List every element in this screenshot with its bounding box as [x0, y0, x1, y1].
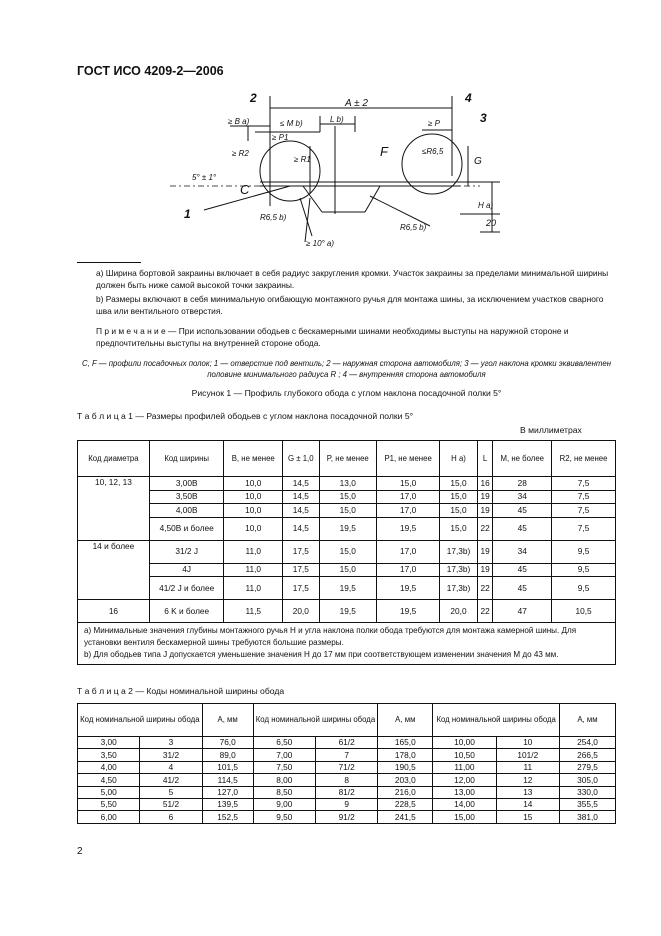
figure-label-3: 3 [480, 111, 487, 125]
table-cell: 355,5 [560, 798, 616, 810]
footnote-separator [77, 262, 141, 263]
table-cell: 190,5 [378, 761, 433, 773]
t2-hdr-code-1: Код номинальной ширины обода [78, 704, 203, 737]
table1 [77, 440, 616, 665]
table-cell: 381,0 [560, 811, 616, 823]
table1-note-a: а) Минимальные значения глубины монтажного ручья H и угла наклона полки обода требуются для монтажа камерной шины. Для установки вентиля бескамерной шины требуются большие размеры. [84, 626, 577, 647]
table-cell: 19 [477, 540, 493, 563]
figure-label-P1: ≥ P1 [272, 133, 289, 142]
table-cell: 203,0 [378, 774, 433, 786]
table-cell: 4,00B [149, 504, 224, 518]
table-row [78, 540, 616, 563]
table-cell: 8,00 [253, 774, 315, 786]
table-cell: 11 [496, 761, 559, 773]
table-row [78, 517, 616, 540]
table-cell: 7,50 [253, 761, 315, 773]
t1-hdr-H: H а) [440, 441, 477, 477]
t1-hdr-M: M, не более [493, 441, 552, 477]
table-cell: 266,5 [560, 749, 616, 761]
table-cell: 14,00 [433, 798, 496, 810]
table-cell: 19,5 [376, 600, 439, 623]
figure-label-R65-left: R6,5 b) [260, 213, 287, 222]
table1-units: В миллиметрах [520, 425, 582, 435]
table-cell: 41/2 [140, 774, 202, 786]
table-cell: 7 [315, 749, 377, 761]
table-cell: 9,5 [552, 540, 616, 563]
t2-hdr-A-3: A, мм [560, 704, 616, 737]
table-cell: 3,00 [78, 737, 140, 749]
table-cell: 89,0 [202, 749, 253, 761]
table-cell: 9,5 [552, 577, 616, 600]
figure-label-C: C [240, 182, 250, 197]
table-cell: 13,00 [433, 786, 496, 798]
figure-label-2: 2 [250, 91, 257, 105]
table-cell: 165,0 [378, 737, 433, 749]
table-cell: 28 [493, 477, 552, 491]
figure-label-angle10: ≥ 10° а) [306, 239, 335, 248]
table-cell: 15,00 [433, 811, 496, 823]
table-cell: 7,5 [552, 477, 616, 491]
table1-note-b: b) Для ободьев типа J допускается уменьшение значения H до 17 мм при соответствующем изменении значения M до 43 мм. [84, 650, 559, 659]
table-cell: 11,0 [224, 540, 283, 563]
table-cell: 12 [496, 774, 559, 786]
table-cell: 4J [149, 563, 224, 577]
table-cell: 6 K и более [149, 600, 224, 623]
table-cell: 31/2 J [149, 540, 224, 563]
table-cell: 9,50 [253, 811, 315, 823]
table-cell: 3,50 [78, 749, 140, 761]
table-cell: 51/2 [140, 798, 202, 810]
table-cell: 4,50B и более [149, 517, 224, 540]
table-cell: 10,50 [433, 749, 496, 761]
table-cell: 3,50B [149, 490, 224, 504]
footnote-b: b) Размеры включают в себя минимальную огибающую монтажного ручья для монтажа шины, за исключением участков сварного шва или вентильного отверстия. [96, 294, 604, 317]
figure-label-R2: ≥ R2 [232, 149, 249, 158]
table-cell: 152,5 [202, 811, 253, 823]
table-cell: 15,0 [440, 477, 477, 491]
t1-hdr-B: B, не менее [224, 441, 283, 477]
table-cell: 17,3b) [440, 563, 477, 577]
table-row [78, 504, 616, 518]
table-cell: 13 [496, 786, 559, 798]
table-cell: 7,5 [552, 504, 616, 518]
table-cell: 19 [477, 504, 493, 518]
table-cell: 14 [496, 798, 559, 810]
figure-label-angle5: 5° ± 1° [192, 173, 217, 182]
table-cell: 17,0 [376, 540, 439, 563]
table-cell: 61/2 [315, 737, 377, 749]
table-cell: 45 [493, 563, 552, 577]
table-row [78, 563, 616, 577]
table-cell: 45 [493, 577, 552, 600]
table-cell: 330,0 [560, 786, 616, 798]
table-cell: 3,00B [149, 477, 224, 491]
table-row [78, 786, 616, 798]
table-cell: 13,0 [319, 477, 376, 491]
table-cell: 81/2 [315, 786, 377, 798]
table-cell: 11,5 [224, 600, 283, 623]
table-cell: 15 [496, 811, 559, 823]
table-cell: 14,5 [283, 477, 320, 491]
table-cell: 20,0 [283, 600, 320, 623]
figure-remark: П р и м е ч а н и е — При использовании ободьев с бескамерными шинами необходимы выступы на наружной стороне и предпочтительны выступы на внутренней стороне обода. [96, 326, 569, 349]
table-cell: 15,0 [376, 477, 439, 491]
table-cell: 12,00 [433, 774, 496, 786]
t2-hdr-code-2: Код номинальной ширины обода [253, 704, 378, 737]
t1-hdr-R2: R2, не менее [552, 441, 616, 477]
table-cell: 6 [140, 811, 202, 823]
table-cell: 16 [477, 477, 493, 491]
t2-hdr-code-3: Код номинальной ширины обода [433, 704, 560, 737]
figure-legend: C, F — профили посадочных полок; 1 — отверстие под вентиль; 2 — наружная сторона автомобиля; 3 — угол наклона кромки эквивалентен половине минимального радиуса R ; 4 — внутренняя сторона автомобиля [81, 359, 612, 379]
table-cell: 76,0 [202, 737, 253, 749]
figure-label-20: 20 [486, 218, 497, 228]
table-row [78, 737, 616, 749]
table-row [78, 477, 616, 491]
table2-header-row [78, 704, 616, 737]
table-cell: 8 [315, 774, 377, 786]
figure-label-M: ≤ M b) [280, 119, 303, 128]
rim-profile-figure [160, 86, 520, 258]
figure-label-L: L b) [330, 115, 344, 124]
table2 [77, 703, 616, 824]
table-cell: 4,50 [78, 774, 140, 786]
table-cell: 305,0 [560, 774, 616, 786]
table-cell: 114,5 [202, 774, 253, 786]
figure-label-4: 4 [465, 91, 472, 105]
t1-hdr-P1: P1, не менее [376, 441, 439, 477]
t1-hdr-L: L [477, 441, 493, 477]
table-cell: 5 [140, 786, 202, 798]
table-cell: 228,5 [378, 798, 433, 810]
table-row [78, 811, 616, 823]
table-cell: 10 [496, 737, 559, 749]
figure-label-H: H а) [478, 201, 494, 210]
table-cell: 139,5 [202, 798, 253, 810]
table1-title: Т а б л и ц а 1 — Размеры профилей ободьев с углом наклона посадочной полки 5° [77, 411, 414, 421]
table-cell: 71/2 [315, 761, 377, 773]
table-cell: 20,0 [440, 600, 477, 623]
table-cell: 19 [477, 490, 493, 504]
table-cell: 22 [477, 600, 493, 623]
table-row [78, 774, 616, 786]
table-cell: 19,5 [376, 577, 439, 600]
table-cell: 17,3b) [440, 577, 477, 600]
table-cell: 17,5 [283, 577, 320, 600]
t2-hdr-A-1: A, мм [202, 704, 253, 737]
figure-label-G: G [474, 156, 482, 167]
table-cell: 10,0 [224, 490, 283, 504]
table-cell: 6,00 [78, 811, 140, 823]
table-cell: 15,0 [440, 504, 477, 518]
table-cell: 16 [78, 600, 150, 623]
table-cell: 31/2 [140, 749, 202, 761]
table-cell: 279,5 [560, 761, 616, 773]
table-cell: 7,5 [552, 517, 616, 540]
page-number: 2 [77, 846, 83, 857]
table-cell: 17,0 [376, 490, 439, 504]
table-cell: 7,00 [253, 749, 315, 761]
table-cell: 127,0 [202, 786, 253, 798]
table-row [78, 490, 616, 504]
table-cell: 9,5 [552, 563, 616, 577]
table-row [78, 749, 616, 761]
table-cell: 10,0 [224, 504, 283, 518]
t1-group-14: 14 и более [78, 540, 150, 600]
table-cell: 15,0 [319, 504, 376, 518]
table1-notes [78, 623, 616, 665]
t1-hdr-diameter: Код диаметра [78, 441, 150, 477]
table-cell: 9 [315, 798, 377, 810]
table-cell: 17,0 [376, 563, 439, 577]
table2-title: Т а б л и ц а 2 — Коды номинальной ширины обода [77, 686, 285, 696]
table-cell: 41/2 J и более [149, 577, 224, 600]
table-cell: 10,0 [224, 477, 283, 491]
table-cell: 14,5 [283, 517, 320, 540]
table-cell: 34 [493, 540, 552, 563]
footnote-a: а) Ширина бортовой закраины включает в себя радиус закругления кромки. Участок закраины за пределами минимальной ширины должен быть ниже самой высокой точки закраины. [96, 268, 609, 291]
table-cell: 19,5 [319, 517, 376, 540]
figure-label-F: F [380, 144, 388, 159]
table-cell: 19,5 [319, 600, 376, 623]
table-cell: 3 [140, 737, 202, 749]
table-cell: 15,0 [440, 490, 477, 504]
figure-label-1: 1 [184, 207, 191, 221]
table-row [78, 600, 616, 623]
figure-label-R65-top: ≤R6,5 [422, 147, 444, 156]
figure-caption: Рисунок 1 — Профиль глубокого обода с углом наклона посадочной полки 5° [191, 388, 502, 398]
page-header: ГОСТ ИСО 4209-2—2006 [77, 64, 224, 78]
table1-notes-row [78, 623, 616, 665]
t1-hdr-P: P, не менее [319, 441, 376, 477]
table-cell: 10,0 [224, 517, 283, 540]
table-cell: 5,50 [78, 798, 140, 810]
table-cell: 4 [140, 761, 202, 773]
t2-hdr-A-2: A, мм [378, 704, 433, 737]
table-cell: 34 [493, 490, 552, 504]
table-cell: 15,0 [319, 490, 376, 504]
table-cell: 22 [477, 517, 493, 540]
table-cell: 11,00 [433, 761, 496, 773]
table-cell: 4,00 [78, 761, 140, 773]
t1-hdr-G: G ± 1,0 [283, 441, 320, 477]
table-cell: 14,5 [283, 490, 320, 504]
table1-header-row [78, 441, 616, 477]
table-cell: 15,0 [319, 540, 376, 563]
table-cell: 91/2 [315, 811, 377, 823]
figure-label-R65-right: R6,5 b) [400, 223, 427, 232]
figure-label-B: ≥ B а) [228, 117, 250, 126]
t1-group-10-13: 10, 12, 13 [78, 477, 150, 541]
table-cell: 14,5 [283, 504, 320, 518]
table-cell: 19 [477, 563, 493, 577]
table-cell: 15,0 [319, 563, 376, 577]
table-cell: 19,5 [319, 577, 376, 600]
table-cell: 11,0 [224, 577, 283, 600]
table-cell: 8,50 [253, 786, 315, 798]
table-cell: 45 [493, 504, 552, 518]
table-cell: 22 [477, 577, 493, 600]
table-cell: 11,0 [224, 563, 283, 577]
table-row [78, 761, 616, 773]
figure-label-P: ≥ P [428, 119, 440, 128]
table-cell: 6,50 [253, 737, 315, 749]
table-cell: 9,00 [253, 798, 315, 810]
table-cell: 17,5 [283, 563, 320, 577]
table-row [78, 798, 616, 810]
figure-label-R1: ≥ R1 [294, 155, 311, 164]
table-cell: 178,0 [378, 749, 433, 761]
table-cell: 241,5 [378, 811, 433, 823]
table-cell: 17,3b) [440, 540, 477, 563]
table-cell: 15,0 [440, 517, 477, 540]
table-cell: 216,0 [378, 786, 433, 798]
table-cell: 5,00 [78, 786, 140, 798]
table-cell: 17,0 [376, 504, 439, 518]
table-cell: 10,5 [552, 600, 616, 623]
figure-label-A: A ± 2 [345, 98, 368, 109]
table-cell: 101,5 [202, 761, 253, 773]
table-cell: 17,5 [283, 540, 320, 563]
table-cell: 19,5 [376, 517, 439, 540]
table-cell: 10,00 [433, 737, 496, 749]
table-cell: 47 [493, 600, 552, 623]
table-cell: 45 [493, 517, 552, 540]
table-row [78, 577, 616, 600]
table-cell: 254,0 [560, 737, 616, 749]
table-cell: 7,5 [552, 490, 616, 504]
table-cell: 101/2 [496, 749, 559, 761]
t1-hdr-width: Код ширины [149, 441, 224, 477]
